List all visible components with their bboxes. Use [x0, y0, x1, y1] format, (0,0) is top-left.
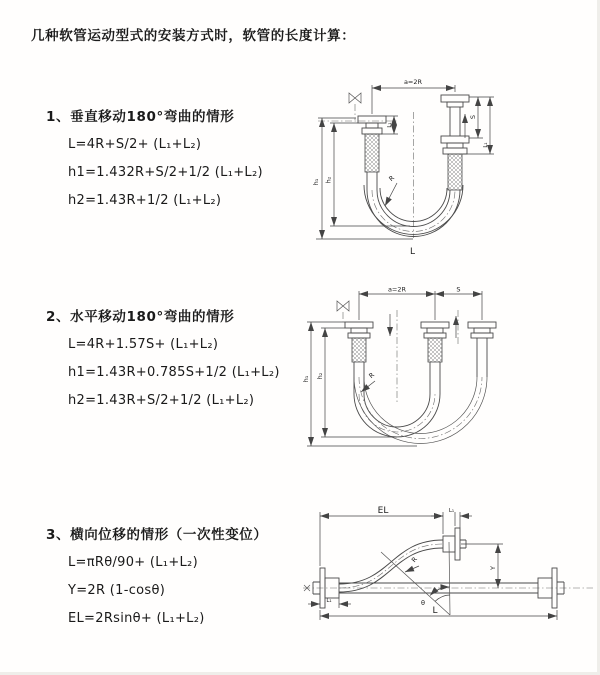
d3-angle-label: θ: [421, 599, 425, 607]
section-vertical-180-bend: [46, 105, 306, 220]
section-lateral-displacement: [46, 523, 306, 638]
section-3-formula-L: L=πRθ/90+ (L₁+L₂): [68, 555, 198, 570]
d1-dim-h1: h₁: [312, 178, 320, 186]
d2-dim-s: S: [456, 285, 461, 294]
d1-dim-a: a=2R: [403, 78, 423, 86]
d3-radius-label: R: [409, 555, 419, 565]
section-1-formula-h1: h1=1.432R+S/2+1/2 (L₁+L₂): [68, 165, 263, 180]
section-2-formula-h2: h2=1.43R+S/2+1/2 (L₁+L₂): [68, 393, 255, 408]
d3-dim-l1-bottom: L₁: [326, 598, 332, 604]
d3-dim-l1-top: L₁: [448, 508, 455, 514]
d3-dim-y: Y: [489, 566, 497, 570]
section-2-formula-h1: h1=1.43R+0.785S+1/2 (L₁+L₂): [68, 365, 280, 380]
d2-dim-h1: h₁: [302, 375, 310, 383]
diagram-lateral-displacement: [295, 498, 600, 656]
section-2-formula-L: L=4R+1.57S+ (L₁+L₂): [68, 337, 219, 352]
hose-assembly-2: [337, 301, 496, 444]
valve-icon: [349, 93, 361, 103]
d2-radius-label: R: [367, 370, 377, 380]
d1-dim-s: S: [469, 114, 477, 120]
d2-dim-a: a=2R: [387, 285, 407, 294]
hose-assembly-1: [318, 93, 469, 238]
diagram-horizontal-180-bend: [297, 284, 597, 464]
hose-assembly-3: [303, 528, 593, 615]
braided-section: [448, 154, 462, 190]
section-horizontal-180-bend: [46, 305, 306, 420]
d3-length-label: L: [432, 606, 438, 616]
d1-dim-h2: h₂: [324, 176, 333, 184]
d1-radius-label: R: [387, 173, 397, 183]
d1-dim-l1-right: L₁: [483, 142, 489, 148]
braided-section: [365, 134, 379, 172]
section-1-formula-h2: h2=1.43R+1/2 (L₁+L₂): [68, 193, 222, 208]
section-3-formula-EL: EL=2Rsinθ+ (L₁+L₂): [68, 611, 205, 626]
section-3-formula-Y: Y=2R (1-cosθ): [68, 583, 166, 598]
page-title: 几种软管运动型式的安装方式时，软管的长度计算：: [31, 28, 356, 44]
section-2-heading: 2、水平移动180°弯曲的情形: [46, 309, 235, 325]
braided-section: [352, 338, 366, 362]
d2-dim-h2: h₂: [316, 372, 324, 380]
section-1-formula-L: L=4R+S/2+ (L₁+L₂): [68, 137, 202, 152]
valve-icon: [337, 301, 349, 311]
section-1-heading: 1、垂直移动180°弯曲的情形: [46, 109, 235, 125]
diagram-vertical-180-bend: [300, 70, 590, 260]
d1-length-label: L: [410, 247, 416, 257]
d1-dim-l1-left: L₁: [387, 122, 393, 128]
d3-dim-el: EL: [377, 506, 389, 516]
braided-section: [428, 338, 442, 362]
dimensions-3: [308, 506, 557, 620]
section-3-heading: 3、横向位移的情形（一次性变位）: [46, 527, 268, 543]
